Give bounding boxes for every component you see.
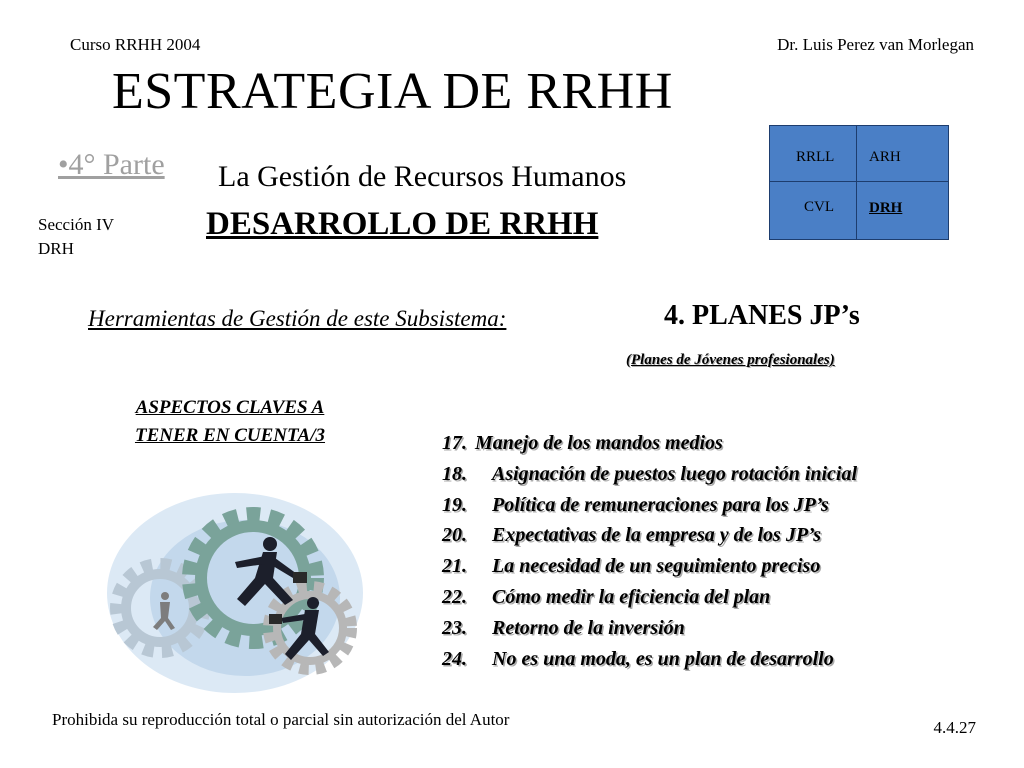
- quadrant-cell-rrll: [770, 126, 857, 182]
- author-label: Dr. Luis Perez van Morlegan: [777, 35, 974, 54]
- list-item-text: Cómo medir la eficiencia del plan: [492, 585, 771, 608]
- quadrant-label-drh: DRH: [869, 200, 903, 216]
- part-link[interactable]: •4° Parte: [58, 148, 165, 181]
- quadrant-label-arh: ARH: [869, 149, 901, 165]
- slide-title: ESTRATEGIA DE RRHH: [112, 63, 673, 120]
- list-item: [442, 613, 857, 644]
- quadrant-cell-arh: [857, 126, 948, 182]
- key-aspects-list: [442, 428, 857, 674]
- list-item-number: 17.: [442, 432, 467, 454]
- quadrant-cell-cvl: [770, 182, 857, 239]
- list-item: [442, 520, 857, 551]
- copyright-notice: Prohibida su reproducción total o parcial sin autorización del Autor: [52, 710, 510, 729]
- section-line-2: DRH: [38, 239, 74, 258]
- list-item-text: La necesidad de un seguimiento preciso: [492, 555, 821, 578]
- tools-label: Herramientas de Gestión de este Subsistema:: [88, 306, 507, 331]
- page-number: 4.4.27: [933, 718, 976, 737]
- course-label: Curso RRHH 2004: [70, 35, 201, 54]
- list-item: [442, 644, 857, 675]
- list-item-number: 21.: [442, 555, 467, 578]
- gears-businessmen-illustration: [105, 478, 370, 698]
- list-item-text: Retorno de la inversión: [492, 616, 685, 639]
- list-item-text: Política de remuneraciones para los JP’s: [492, 493, 829, 516]
- subsystem-quadrant: [769, 125, 949, 240]
- list-item-number: 24.: [442, 647, 467, 670]
- plan-subtitle: (Planes de Jóvenes profesionales): [626, 352, 835, 368]
- list-item-number: 22.: [442, 585, 467, 608]
- list-item-text: Expectativas de la empresa y de los JP’s: [492, 524, 822, 547]
- section-line-1: Sección IV: [38, 215, 115, 234]
- list-item-number: 20.: [442, 524, 467, 547]
- aspects-heading: [80, 394, 380, 450]
- list-item-text: Asignación de puestos luego rotación inicial: [492, 462, 858, 485]
- list-item: [442, 490, 857, 521]
- quadrant-label-rrll: RRLL: [796, 149, 835, 165]
- section-label: [38, 213, 158, 261]
- subtitle: La Gestión de Recursos Humanos: [218, 160, 627, 193]
- list-item-number: 19.: [442, 493, 467, 516]
- list-item: [442, 582, 857, 613]
- aspects-heading-line-1: ASPECTOS CLAVES A: [135, 397, 325, 418]
- list-item-number: 18.: [442, 462, 467, 485]
- plan-title: 4. PLANES JP’s: [664, 300, 860, 331]
- quadrant-cell-drh: [857, 182, 948, 239]
- list-item-text: Manejo de los mandos medios: [475, 432, 723, 454]
- list-item: [442, 459, 857, 490]
- list-item-number: 23.: [442, 616, 467, 639]
- list-item: [442, 551, 857, 582]
- list-item-text: No es una moda, es un plan de desarrollo: [492, 647, 834, 670]
- main-heading: DESARROLLO DE RRHH: [206, 206, 599, 242]
- list-item: [442, 428, 857, 459]
- quadrant-label-cvl: CVL: [804, 199, 834, 215]
- aspects-heading-line-2: TENER EN CUENTA/3: [134, 425, 326, 446]
